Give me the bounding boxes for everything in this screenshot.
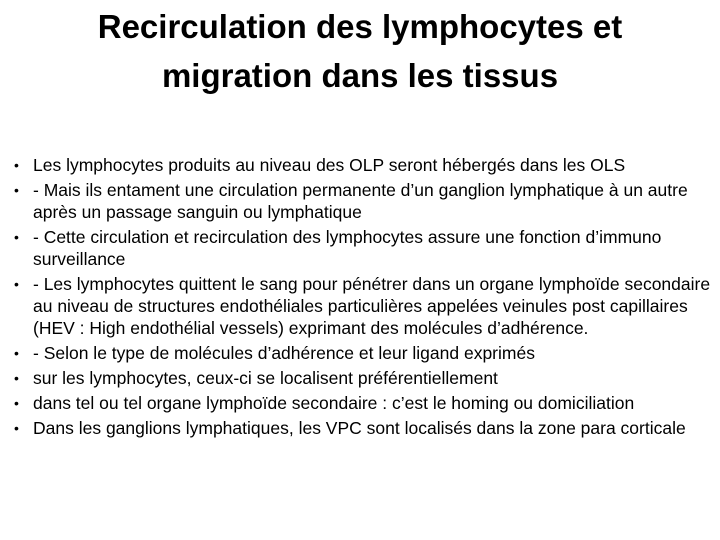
bullet-text: - Mais ils entament une circulation permanente d’un ganglion lymphatique à un autre après un passage sanguin ou lymphatique (33, 180, 688, 222)
bullet-text: Dans les ganglions lymphatiques, les VPC sont localisés dans la zone para corticale (33, 418, 686, 438)
slide-title-line-1: Recirculation des lymphocytes et (97, 8, 623, 45)
bullet-item (0, 392, 712, 414)
bullet-text: - Cette circulation et recirculation des lymphocytes assure une fonction d’immuno surveillance (33, 227, 662, 269)
bullet-dot-icon: • (14, 370, 19, 386)
bullet-text: - Les lymphocytes quittent le sang pour pénétrer dans un organe lymphoïde secondaire au niveau de structures endothéliales particulières appelées veinules post capillaires (HEV : High endothélial vessels) exprimant des molécules d’adhérence. (33, 274, 711, 338)
bullet-dot-icon: • (14, 345, 19, 361)
slide-title (40, 2, 680, 100)
bullet-dot-icon: • (14, 229, 19, 245)
bullet-text: Les lymphocytes produits au niveau des OLP seront hébergés dans les OLS (33, 155, 626, 175)
bullet-dot-icon: • (14, 395, 19, 411)
bullet-text: dans tel ou tel organe lymphoïde secondaire : c’est le homing ou domiciliation (33, 393, 635, 413)
slide-title-line-2: migration dans les tissus (161, 57, 559, 94)
bullet-text: - Selon le type de molécules d’adhérence et leur ligand exprimés (33, 343, 535, 363)
bullet-list (0, 154, 712, 442)
bullet-dot-icon: • (14, 157, 19, 173)
bullet-item (0, 154, 712, 176)
bullet-item (0, 342, 712, 364)
bullet-dot-icon: • (14, 420, 19, 436)
bullet-item (0, 179, 712, 223)
bullet-item (0, 273, 712, 339)
bullet-item (0, 226, 712, 270)
bullet-dot-icon: • (14, 276, 19, 292)
bullet-text: sur les lymphocytes, ceux-ci se localisent préférentiellement (33, 368, 498, 388)
bullet-item (0, 417, 712, 439)
bullet-dot-icon: • (14, 182, 19, 198)
bullet-item (0, 367, 712, 389)
